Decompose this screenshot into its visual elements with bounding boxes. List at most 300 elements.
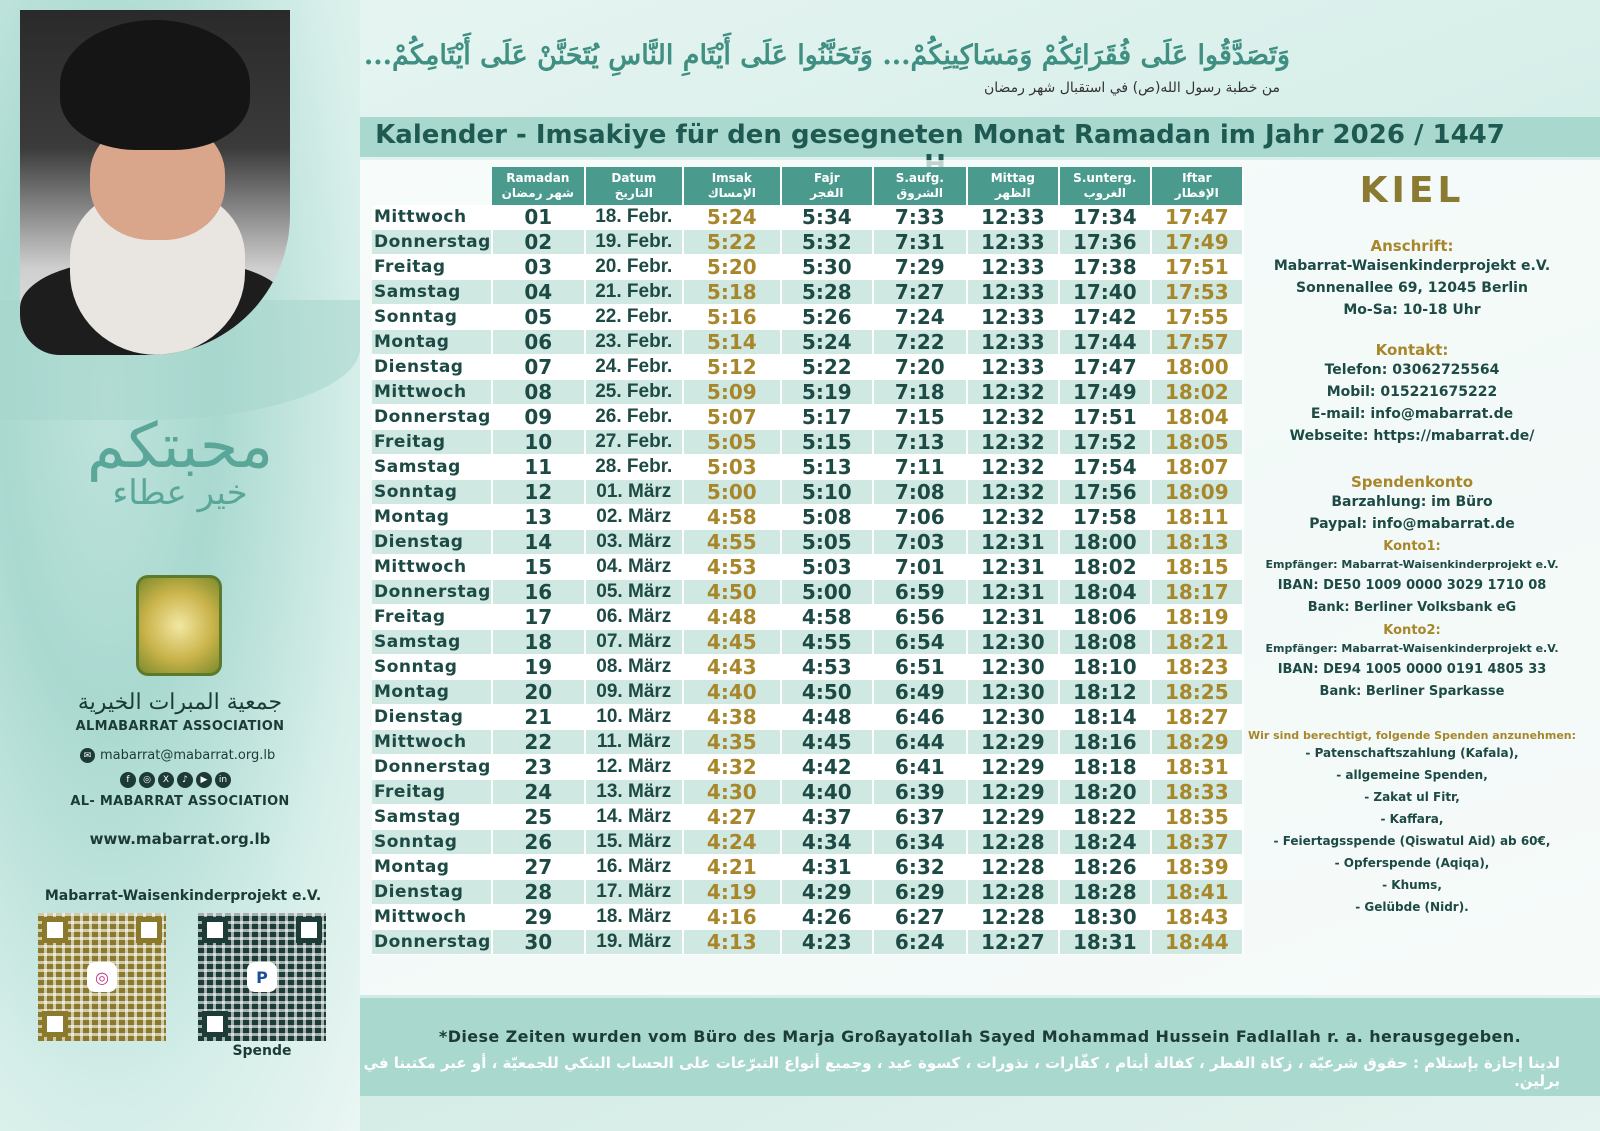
cell-dhuhr: 12:30 [967,655,1059,680]
cell-dhuhr: 12:28 [967,905,1059,930]
cell-day: Mittwoch [372,730,492,755]
cell-date: 19. März [585,930,683,955]
imsakiye-table [372,167,1244,955]
left-column [0,0,360,1131]
cell-sunset: 17:40 [1059,280,1151,305]
cell-sunrise: 6:34 [873,830,967,855]
cell-date: 24. Febr. [585,355,683,380]
donation-line: Paypal: info@mabarrat.de [1309,516,1515,532]
cell-sunrise: 7:18 [873,380,967,405]
portrait-photo [20,10,290,355]
cell-ramadan-day: 17 [492,605,585,630]
cell-date: 14. März [585,805,683,830]
header-mittag [967,167,1059,205]
cell-iftar: 18:09 [1151,480,1243,505]
cell-fajr: 4:29 [781,880,873,905]
cell-dhuhr: 12:30 [967,630,1059,655]
social-icons [120,772,231,788]
cell-sunrise: 7:20 [873,355,967,380]
table-row [372,205,1243,230]
cell-iftar: 18:35 [1151,805,1243,830]
cell-day: Sonntag [372,480,492,505]
cell-dhuhr: 12:29 [967,730,1059,755]
header-de: Datum [611,171,657,185]
cell-fajr: 4:50 [781,680,873,705]
cell-fajr: 4:58 [781,605,873,630]
cell-fajr: 4:53 [781,655,873,680]
table-row [372,930,1243,955]
cell-dhuhr: 12:33 [967,330,1059,355]
address-line: Sonnenallee 69, 12045 Berlin [1296,280,1528,296]
donation-types-heading: Wir sind berechtigt, folgende Spenden anzunehmen: [1247,729,1577,742]
cell-sunrise: 7:27 [873,280,967,305]
cell-imsak: 4:19 [683,880,781,905]
konto2-line: Bank: Berliner Sparkasse [1319,684,1505,699]
linkedin-icon[interactable]: in [215,772,231,788]
cell-day: Donnerstag [372,230,492,255]
cell-date: 17. März [585,880,683,905]
cell-iftar: 18:21 [1151,630,1243,655]
cell-imsak: 5:16 [683,305,781,330]
calligraphy-big: محبتكم [86,409,274,482]
cell-ramadan-day: 19 [492,655,585,680]
instagram-icon: ◎ [87,962,117,992]
cell-iftar: 17:53 [1151,280,1243,305]
table-row [372,655,1243,680]
cell-imsak: 4:21 [683,855,781,880]
cell-ramadan-day: 25 [492,805,585,830]
cell-sunrise: 7:01 [873,555,967,580]
header-sonnenuntergang [1059,167,1151,205]
konto2-line: Empfänger: Mabarrat-Waisenkinderprojekt e.V. [1265,642,1559,655]
table-row [372,580,1243,605]
table-row [372,380,1243,405]
cell-imsak: 5:05 [683,430,781,455]
cell-day: Dienstag [372,880,492,905]
cell-sunrise: 6:46 [873,705,967,730]
cell-day: Mittwoch [372,380,492,405]
cell-sunset: 18:22 [1059,805,1151,830]
cell-dhuhr: 12:28 [967,830,1059,855]
donation-type: - Zakat ul Fitr, [1364,790,1460,804]
cell-iftar: 18:25 [1151,680,1243,705]
cell-sunset: 17:54 [1059,455,1151,480]
donation-type: - allgemeine Spenden, [1336,768,1488,782]
cell-date: 11. März [585,730,683,755]
cell-fajr: 5:03 [781,555,873,580]
donation-type: - Patenschaftszahlung (Kafala), [1305,746,1519,760]
header-de: S.aufg. [895,171,944,185]
cell-imsak: 4:32 [683,755,781,780]
cell-day: Montag [372,855,492,880]
cell-imsak: 4:27 [683,805,781,830]
table-row [372,355,1243,380]
email-text[interactable]: mabarrat@mabarrat.org.lb [100,748,276,763]
cell-date: 12. März [585,755,683,780]
cell-day: Mittwoch [372,205,492,230]
email-icon: ✉ [80,748,95,763]
cell-ramadan-day: 23 [492,755,585,780]
cell-date: 06. März [585,605,683,630]
cell-sunset: 17:34 [1059,205,1151,230]
cell-ramadan-day: 18 [492,630,585,655]
calligraphy-small: خير عطاء [112,473,248,513]
verein-name: Mabarrat-Waisenkinderprojekt e.V. [44,888,322,904]
cell-fajr: 5:19 [781,380,873,405]
cell-iftar: 18:17 [1151,580,1243,605]
cell-date: 23. Febr. [585,330,683,355]
cell-imsak: 5:24 [683,205,781,230]
cell-ramadan-day: 11 [492,455,585,480]
cell-day: Samstag [372,805,492,830]
cell-ramadan-day: 22 [492,730,585,755]
cell-dhuhr: 12:33 [967,205,1059,230]
youtube-icon[interactable]: ▶ [196,772,212,788]
cell-date: 18. März [585,905,683,930]
cell-sunset: 18:12 [1059,680,1151,705]
cell-iftar: 18:19 [1151,605,1243,630]
cell-sunrise: 7:29 [873,255,967,280]
cell-sunrise: 6:39 [873,780,967,805]
table-row [372,830,1243,855]
konto2-heading: Konto2: [1383,623,1441,638]
cell-ramadan-day: 02 [492,230,585,255]
cell-imsak: 4:45 [683,630,781,655]
cell-date: 15. März [585,830,683,855]
cell-sunrise: 7:11 [873,455,967,480]
cell-sunset: 17:42 [1059,305,1151,330]
header-ar: الشروق [896,186,944,200]
table-row [372,280,1243,305]
cell-date: 21. Febr. [585,280,683,305]
cell-dhuhr: 12:32 [967,380,1059,405]
cell-sunset: 17:56 [1059,480,1151,505]
cell-iftar: 18:29 [1151,730,1243,755]
cell-sunset: 17:49 [1059,380,1151,405]
cell-sunrise: 7:24 [873,305,967,330]
header-de: S.unterg. [1073,171,1137,185]
cell-imsak: 4:55 [683,530,781,555]
cell-sunset: 17:47 [1059,355,1151,380]
header-de: Iftar [1182,171,1212,185]
donation-type: - Opferspende (Aqiqa), [1334,856,1490,870]
cell-sunset: 18:28 [1059,880,1151,905]
table-row [372,530,1243,555]
hadith-source: من خطبة رسول الله(ص) في استقبال شهر رمضان [983,80,1280,96]
calligraphy [55,409,305,513]
instagram-icon[interactable]: ◎ [139,772,155,788]
cell-fajr: 5:17 [781,405,873,430]
konto1-line: Bank: Berliner Volksbank eG [1307,600,1517,615]
table-row [372,730,1243,755]
cell-day: Sonntag [372,655,492,680]
cell-fajr: 5:32 [781,230,873,255]
cell-day: Dienstag [372,355,492,380]
cell-fajr: 4:45 [781,730,873,755]
cell-dhuhr: 12:33 [967,355,1059,380]
cell-dhuhr: 12:27 [967,930,1059,955]
cell-imsak: 5:09 [683,380,781,405]
cell-iftar: 18:04 [1151,405,1243,430]
table-row [372,880,1243,905]
cell-date: 26. Febr. [585,405,683,430]
header-ar: الإمساك [707,186,756,200]
cell-dhuhr: 12:32 [967,505,1059,530]
cell-iftar: 18:00 [1151,355,1243,380]
cell-iftar: 18:33 [1151,780,1243,805]
table-body [372,205,1243,955]
cell-sunrise: 6:41 [873,755,967,780]
cell-date: 10. März [585,705,683,730]
cell-fajr: 5:28 [781,280,873,305]
table-row [372,705,1243,730]
cell-day: Donnerstag [372,755,492,780]
cell-date: 07. März [585,630,683,655]
table-row [372,430,1243,455]
cell-date: 01. März [585,480,683,505]
cell-sunset: 18:04 [1059,580,1151,605]
table-row [372,805,1243,830]
cell-iftar: 17:51 [1151,255,1243,280]
cell-imsak: 5:18 [683,280,781,305]
logo-arabic: جمعية المبرات الخيرية [77,690,283,715]
cell-sunrise: 6:29 [873,880,967,905]
cell-ramadan-day: 14 [492,530,585,555]
cell-dhuhr: 12:32 [967,430,1059,455]
cell-sunrise: 7:06 [873,505,967,530]
cell-sunset: 18:10 [1059,655,1151,680]
konto1-line: Empfänger: Mabarrat-Waisenkinderprojekt e.V. [1265,558,1559,571]
cell-iftar: 18:31 [1151,755,1243,780]
cell-iftar: 18:39 [1151,855,1243,880]
cell-day: Mittwoch [372,555,492,580]
cell-date: 13. März [585,780,683,805]
cell-sunset: 18:02 [1059,555,1151,580]
cell-sunset: 18:00 [1059,530,1151,555]
x-icon[interactable]: X [158,772,174,788]
cell-ramadan-day: 12 [492,480,585,505]
cell-sunrise: 6:27 [873,905,967,930]
cell-fajr: 5:34 [781,205,873,230]
website-link[interactable]: www.mabarrat.org.lb [89,830,271,848]
contact-website[interactable]: Webseite: https://mabarrat.de/ [1289,428,1535,444]
cell-dhuhr: 12:33 [967,230,1059,255]
table-row [372,630,1243,655]
table-row [372,680,1243,705]
cell-iftar: 18:02 [1151,380,1243,405]
cell-ramadan-day: 08 [492,380,585,405]
table-row [372,755,1243,780]
cell-dhuhr: 12:28 [967,880,1059,905]
cell-imsak: 4:40 [683,680,781,705]
table-row [372,455,1243,480]
cell-ramadan-day: 20 [492,680,585,705]
cell-fajr: 5:08 [781,505,873,530]
cell-fajr: 5:05 [781,530,873,555]
cell-day: Freitag [372,255,492,280]
cell-imsak: 5:20 [683,255,781,280]
header-ar: الظهر [994,186,1031,200]
konto1-heading: Konto1: [1383,539,1441,554]
cell-iftar: 18:07 [1151,455,1243,480]
cell-sunset: 18:14 [1059,705,1151,730]
cell-imsak: 4:30 [683,780,781,805]
header-imsak [683,167,781,205]
cell-sunset: 18:20 [1059,780,1151,805]
cell-sunset: 18:06 [1059,605,1151,630]
paypal-icon: P [247,962,277,992]
header-iftar [1151,167,1243,205]
cell-fajr: 5:15 [781,430,873,455]
cell-date: 20. Febr. [585,255,683,280]
cell-sunrise: 6:54 [873,630,967,655]
cell-sunrise: 7:13 [873,430,967,455]
cell-sunset: 17:36 [1059,230,1151,255]
cell-day: Samstag [372,455,492,480]
cell-day: Donnerstag [372,930,492,955]
cell-sunrise: 6:32 [873,855,967,880]
table-row [372,405,1243,430]
cell-sunrise: 6:24 [873,930,967,955]
cell-fajr: 4:26 [781,905,873,930]
cell-date: 05. März [585,580,683,605]
cell-sunrise: 6:49 [873,680,967,705]
cell-dhuhr: 12:30 [967,705,1059,730]
cell-iftar: 17:55 [1151,305,1243,330]
cell-iftar: 18:27 [1151,705,1243,730]
cell-sunset: 18:30 [1059,905,1151,930]
cell-fajr: 4:55 [781,630,873,655]
cell-dhuhr: 12:32 [967,405,1059,430]
header-de: Imsak [711,171,752,185]
mabarrat-logo [136,575,222,676]
instagram-qr-code[interactable] [38,913,166,1041]
cell-fajr: 5:30 [781,255,873,280]
facebook-icon[interactable]: f [120,772,136,788]
table-row [372,480,1243,505]
cell-sunrise: 7:03 [873,530,967,555]
cell-dhuhr: 12:31 [967,530,1059,555]
cell-sunrise: 7:15 [873,405,967,430]
donation-type: - Feiertagsspende (Qiswatul Aid) ab 60€, [1273,834,1551,848]
spende-label: Spende [232,1043,292,1059]
cell-iftar: 17:47 [1151,205,1243,230]
cell-day: Mittwoch [372,905,492,930]
email-line [80,748,290,763]
cell-day: Dienstag [372,530,492,555]
cell-imsak: 4:50 [683,580,781,605]
cell-day: Montag [372,680,492,705]
info-column [1232,170,1592,918]
cell-iftar: 18:11 [1151,505,1243,530]
cell-day: Sonntag [372,305,492,330]
header-de: Fajr [813,171,840,185]
address-heading: Anschrift: [1370,237,1454,255]
donation-heading: Spendenkonto [1350,473,1473,491]
cell-sunrise: 7:22 [873,330,967,355]
cell-iftar: 17:57 [1151,330,1243,355]
contact-mobile[interactable]: Mobil: 015221675222 [1326,384,1498,400]
header-ar: التاريخ [614,186,653,200]
cell-sunset: 17:58 [1059,505,1151,530]
cell-imsak: 5:03 [683,455,781,480]
table-row [372,330,1243,355]
cell-day: Montag [372,505,492,530]
cell-sunset: 18:24 [1059,830,1151,855]
cell-imsak: 4:43 [683,655,781,680]
footer-note-arabic: لدينا إجازة بإستلام : حقوق شرعيّة ، زكاة الفطر ، كفالة أيتام ، كفّارات ، نذورات ، كسوة عيد ، وجميع أنواع التبرّعات على الحساب البنكي للجمعيّة ، أو عبر مكتبنا في برلين. [363,1054,1560,1090]
cell-sunset: 18:08 [1059,630,1151,655]
cell-day: Sonntag [372,830,492,855]
cell-dhuhr: 12:33 [967,305,1059,330]
cell-sunrise: 6:37 [873,805,967,830]
footer-note-german: *Diese Zeiten wurden vom Büro des Marja Großayatollah Sayed Mohammad Hussein Fadlallah r. a. herausgegeben. [438,1027,1522,1046]
cell-dhuhr: 12:29 [967,780,1059,805]
city-name: KIEL [1359,170,1465,211]
cell-iftar: 18:44 [1151,930,1243,955]
cell-imsak: 5:12 [683,355,781,380]
tiktok-icon[interactable]: ♪ [177,772,193,788]
contact-phone[interactable]: Telefon: 03062725564 [1324,362,1500,378]
donation-line: Barzahlung: im Büro [1331,494,1493,510]
cell-dhuhr: 12:32 [967,480,1059,505]
contact-email[interactable]: E-mail: info@mabarrat.de [1310,406,1514,422]
cell-day: Freitag [372,780,492,805]
cell-dhuhr: 12:33 [967,255,1059,280]
cell-sunrise: 6:51 [873,655,967,680]
table-row [372,555,1243,580]
table-row [372,605,1243,630]
cell-day: Montag [372,330,492,355]
cell-ramadan-day: 26 [492,830,585,855]
cell-sunrise: 7:08 [873,480,967,505]
hadith-verse: وَتَصَدَّقُوا عَلَى فُقَرَائِكُمْ وَمَسَاكِينِكُمْ... وَتَحَنَّنُوا عَلَى أَيْتَامِ النَّاسِ يُتَحَنَّنْ عَلَى أَيْتَامِكُمْ... [363,40,1290,71]
cell-iftar: 17:49 [1151,230,1243,255]
cell-day: Freitag [372,605,492,630]
donation-type: - Gelübde (Nidr). [1355,900,1469,914]
cell-fajr: 4:23 [781,930,873,955]
cell-dhuhr: 12:32 [967,455,1059,480]
cell-iftar: 18:23 [1151,655,1243,680]
cell-ramadan-day: 29 [492,905,585,930]
cell-imsak: 4:16 [683,905,781,930]
header-datum [585,167,683,205]
cell-sunrise: 6:56 [873,605,967,630]
table-row [372,255,1243,280]
cell-sunrise: 7:31 [873,230,967,255]
cell-iftar: 18:41 [1151,880,1243,905]
paypal-qr-code[interactable] [198,913,326,1041]
cell-ramadan-day: 04 [492,280,585,305]
cell-iftar: 18:13 [1151,530,1243,555]
header-empty [372,167,492,205]
cell-imsak: 4:58 [683,505,781,530]
cell-date: 16. März [585,855,683,880]
cell-day: Donnerstag [372,405,492,430]
cell-iftar: 18:37 [1151,830,1243,855]
cell-fajr: 5:22 [781,355,873,380]
cell-date: 04. März [585,555,683,580]
cell-sunset: 17:51 [1059,405,1151,430]
cell-imsak: 5:14 [683,330,781,355]
cell-sunset: 18:31 [1059,930,1151,955]
cell-ramadan-day: 06 [492,330,585,355]
cell-imsak: 5:22 [683,230,781,255]
header-de: Ramadan [506,171,570,185]
cell-ramadan-day: 15 [492,555,585,580]
cell-dhuhr: 12:29 [967,755,1059,780]
cell-sunset: 17:52 [1059,430,1151,455]
